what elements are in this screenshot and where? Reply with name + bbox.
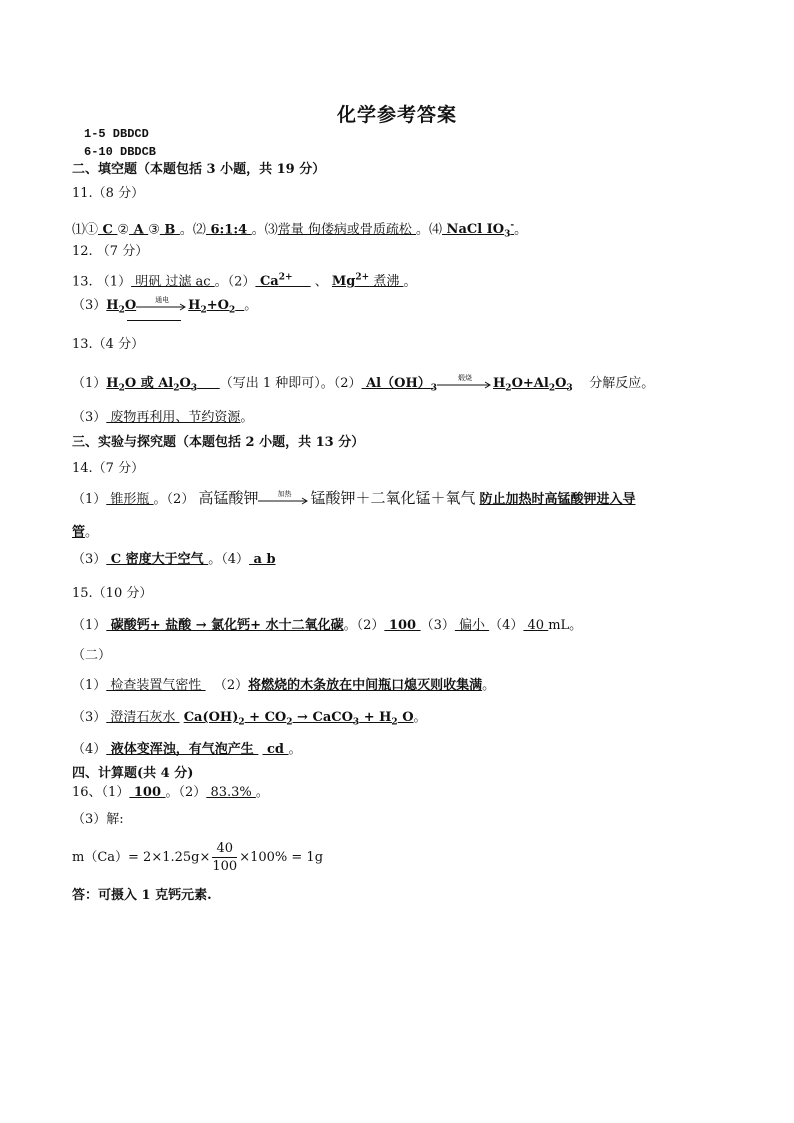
q15-part-2-answer-1: （1） 检查装置气密性 （2）将燃烧的木条放在中间瓶口熄灭则收集满。	[72, 678, 496, 693]
q15-part-2-heading: （二）	[72, 648, 112, 663]
mc-answers-2: 6-10 DBDCB	[84, 145, 157, 159]
q13b-heading: 13.（4 分）	[72, 337, 145, 352]
q11-heading: 11.（8 分）	[72, 186, 145, 201]
page-title: 化学参考答案	[336, 104, 457, 126]
q14-answer-1: （1） 锥形瓶 。（2） 高锰酸钾 加热 锰酸钾＋二氧化锰＋氧气 防止加热时高锰酸钾进入导	[72, 489, 636, 507]
section-2-heading: 二、填空题（本题包括 3 小题，共 19 分）	[72, 162, 326, 177]
q15-answer-1: （1） 碳酸钙+ 盐酸 → 氯化钙+ 水十二氧化碳。（2） 100 （3） 偏小 （4） 40 mL。	[72, 618, 583, 633]
section-4-heading: 四、计算题(共 4 分)	[72, 766, 194, 781]
mc-answers-1: 1-5 DBDCD	[84, 127, 149, 141]
q14-answer-1-cont: 管。	[72, 525, 99, 540]
q13-answer-3: $(3)H_2O$ 通电 $H_2+O_2$ 。	[72, 295, 258, 316]
final-answer: 答：可摄入 1 克钙元素.	[72, 888, 212, 903]
q13-answer-1: 13. （1） 明矾 过滤 ac 。（2） $Ca^{2+}$ 、 $Mg^{2+}$ 煮沸 。	[72, 273, 417, 290]
answer-blank-line	[127, 320, 181, 321]
q16-solution-label: （3）解:	[72, 812, 124, 827]
q12-heading: 12. （7 分）	[72, 244, 149, 259]
q11-answer: ⑴① C ② A ③ B 。⑵ 6:1:4 。⑶常量 佝偻病或骨质疏松 。⑷ NaCl $IO_3^-$。	[72, 221, 528, 240]
q14-heading: 14.（7 分）	[72, 461, 145, 476]
q14-answer-3: （3） C 密度大于空气 。（4） a b	[72, 552, 276, 567]
q15-part-2-answer-4: （4） 液体变浑浊，有气泡产生 cd 。	[72, 742, 302, 757]
q13b-answer-3: （3） 废物再利用、节约资源。	[72, 410, 254, 425]
q16-formula: m（Ca）= 2×1.25g× $\frac{40}{100}$ ×100% = 1g	[72, 841, 324, 874]
q15-part-2-answer-3: （3） 澄清石灰水 $Ca(OH)_2 + CO_2$ → CaCO$_3$ + $H_2$ O。	[72, 710, 427, 728]
q16-answer-1: 16、（1） 100 。（2） 83.3% 。	[72, 785, 269, 800]
q13b-answer-1: $(1)H_2O$ 或 $Al_2O_3$ （写出 1 种即可）。（2） $Al(OH)_3$ 煅烧 $H_2O+Al_2O_3$ 分解反应。	[72, 373, 655, 394]
section-3-heading: 三、实验与探究题（本题包括 2 小题，共 13 分）	[72, 435, 365, 450]
q15-heading: 15.（10 分）	[72, 586, 153, 601]
